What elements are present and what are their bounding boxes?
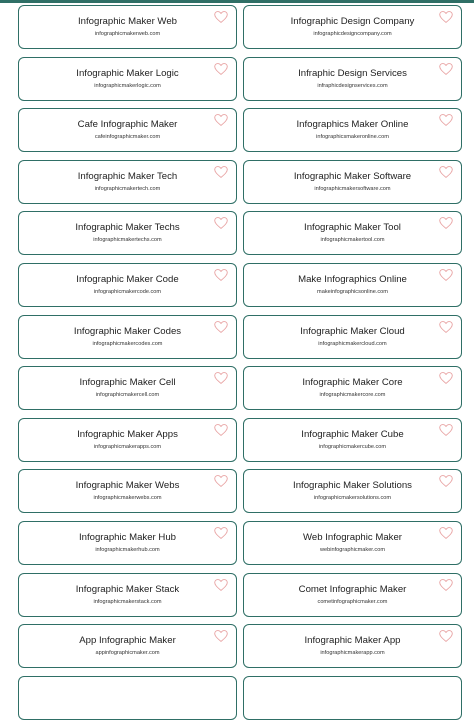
domain-url: infographicmakercode.com xyxy=(93,289,162,295)
heart-outline-icon[interactable] xyxy=(439,321,453,333)
domain-card[interactable] xyxy=(18,366,237,410)
domain-card[interactable] xyxy=(243,160,462,204)
heart-outline-icon[interactable] xyxy=(439,63,453,75)
domain-card[interactable] xyxy=(18,211,237,255)
domain-card[interactable] xyxy=(243,521,462,565)
domain-name: Infographic Maker Solutions xyxy=(293,480,412,492)
domain-name: Infographic Maker Software xyxy=(293,170,412,182)
heart-outline-icon[interactable] xyxy=(214,579,228,591)
domain-card[interactable] xyxy=(18,57,237,101)
heart-outline-icon[interactable] xyxy=(214,63,228,75)
domain-card[interactable] xyxy=(18,160,237,204)
domain-url: infographicmakertech.com xyxy=(94,185,161,192)
domain-name: Comet Infographic Maker xyxy=(298,583,407,595)
domain-name: Make Infographics Online xyxy=(298,274,407,285)
domain-name: Cafe Infographic Maker xyxy=(77,119,178,131)
domain-url: infographicmakercloud.com xyxy=(318,340,387,347)
domain-url: webinfographicmaker.com xyxy=(320,547,385,553)
domain-name: Infographic Maker App xyxy=(304,635,401,647)
heart-outline-icon[interactable] xyxy=(439,217,453,229)
domain-name: Infographic Maker Stack xyxy=(75,583,180,595)
heart-outline-icon[interactable] xyxy=(439,372,453,384)
domain-card[interactable] xyxy=(243,57,462,101)
domain-card[interactable] xyxy=(243,211,462,255)
domain-card[interactable] xyxy=(243,573,462,617)
domain-card[interactable] xyxy=(243,469,462,513)
domain-card[interactable] xyxy=(18,418,237,462)
heart-outline-icon[interactable] xyxy=(439,579,453,591)
domain-url: infographicmakersolutions.com xyxy=(313,495,392,502)
domain-name: Infographic Maker Logic xyxy=(76,67,179,79)
domain-url: infographicmakercodes.com xyxy=(92,340,163,347)
domain-url: infographicmakerapp.com xyxy=(320,650,385,657)
domain-card[interactable] xyxy=(243,263,462,307)
domain-url: infographicmakercore.com xyxy=(319,392,386,399)
heart-outline-icon[interactable] xyxy=(214,527,228,539)
heart-outline-icon[interactable] xyxy=(439,527,453,539)
domain-name: Infographic Design Company xyxy=(290,16,415,27)
domain-url: infographicmakerweb.com xyxy=(94,31,161,37)
domain-url: infographicsmakeronline.com xyxy=(316,134,389,141)
domain-card[interactable] xyxy=(18,315,237,359)
domain-url: infographicmakercell.com xyxy=(95,392,160,399)
heart-outline-icon[interactable] xyxy=(214,114,228,126)
domain-card[interactable] xyxy=(18,263,237,307)
domain-name: Infographic Maker Techs xyxy=(75,222,180,234)
domain-name: Infographic Maker Hub xyxy=(78,532,177,543)
domain-card-partial[interactable] xyxy=(243,676,462,720)
domain-card[interactable] xyxy=(18,469,237,513)
domain-name: Infographic Maker Tech xyxy=(77,170,178,182)
domain-name: Infraphic Design Services xyxy=(298,67,407,79)
domain-card-partial[interactable] xyxy=(18,676,237,720)
domain-url: cometinfographicmaker.com xyxy=(317,598,388,605)
domain-url: infographicmakertool.com xyxy=(320,237,385,244)
domain-name: Infographic Maker Webs xyxy=(75,480,180,492)
domain-url: infographicmakercube.com xyxy=(318,443,387,450)
domain-name: Infographic Maker Cube xyxy=(301,428,404,440)
heart-outline-icon[interactable] xyxy=(439,114,453,126)
domain-url: infraphicdesignservices.com xyxy=(317,82,388,89)
domain-name: Infographic Maker Codes xyxy=(73,325,182,337)
domain-url: infographicmakerlogic.com xyxy=(94,82,161,89)
heart-outline-icon[interactable] xyxy=(439,166,453,178)
domain-url: infographicmakersoftware.com xyxy=(314,185,391,192)
domain-url: infographicmakertechs.com xyxy=(93,237,162,244)
domain-name: Infographics Maker Online xyxy=(296,119,409,131)
domain-card[interactable] xyxy=(18,108,237,152)
domain-url: appinfographicmaker.com xyxy=(95,650,160,657)
domain-url: infographicmakerhub.com xyxy=(95,547,160,553)
heart-outline-icon[interactable] xyxy=(214,630,228,642)
domain-name: Infographic Maker Tool xyxy=(304,222,401,234)
heart-outline-icon[interactable] xyxy=(439,424,453,436)
domain-card[interactable] xyxy=(18,573,237,617)
domain-url: infographicmakerstack.com xyxy=(93,598,162,605)
domain-name: Infographic Maker Core xyxy=(302,377,403,389)
domain-name: Infographic Maker Code xyxy=(76,274,179,285)
heart-outline-icon[interactable] xyxy=(214,372,228,384)
domain-card[interactable] xyxy=(243,418,462,462)
domain-name: Infographic Maker Web xyxy=(77,16,177,27)
domain-card[interactable] xyxy=(18,624,237,668)
heart-outline-icon[interactable] xyxy=(214,269,228,281)
domain-card[interactable] xyxy=(243,5,462,49)
domain-card[interactable] xyxy=(243,315,462,359)
domain-url: infographicmakerapps.com xyxy=(93,443,162,450)
domain-card[interactable] xyxy=(243,366,462,410)
domain-url: infographicmakerwebs.com xyxy=(93,495,162,502)
heart-outline-icon[interactable] xyxy=(214,11,228,23)
domain-card[interactable] xyxy=(18,5,237,49)
domain-card[interactable] xyxy=(18,521,237,565)
heart-outline-icon[interactable] xyxy=(439,11,453,23)
domain-name: App Infographic Maker xyxy=(79,635,176,647)
domain-url: makeinfographicsonline.com xyxy=(317,289,388,295)
domain-card[interactable] xyxy=(243,108,462,152)
domain-name: Infographic Maker Cell xyxy=(79,377,176,389)
heart-outline-icon[interactable] xyxy=(439,475,453,487)
domain-name: Infographic Maker Cloud xyxy=(300,325,405,337)
domain-card[interactable] xyxy=(243,624,462,668)
domain-url: cafeinfographicmaker.com xyxy=(94,134,161,141)
heart-outline-icon[interactable] xyxy=(214,424,228,436)
heart-outline-icon[interactable] xyxy=(439,630,453,642)
heart-outline-icon[interactable] xyxy=(214,166,228,178)
heart-outline-icon[interactable] xyxy=(439,269,453,281)
domain-name: Web Infographic Maker xyxy=(302,532,402,543)
heart-outline-icon[interactable] xyxy=(214,217,228,229)
domain-url: infographicdesigncompany.com xyxy=(313,31,392,37)
heart-outline-icon[interactable] xyxy=(214,321,228,333)
heart-outline-icon[interactable] xyxy=(214,475,228,487)
domain-name: Infographic Maker Apps xyxy=(77,428,178,440)
